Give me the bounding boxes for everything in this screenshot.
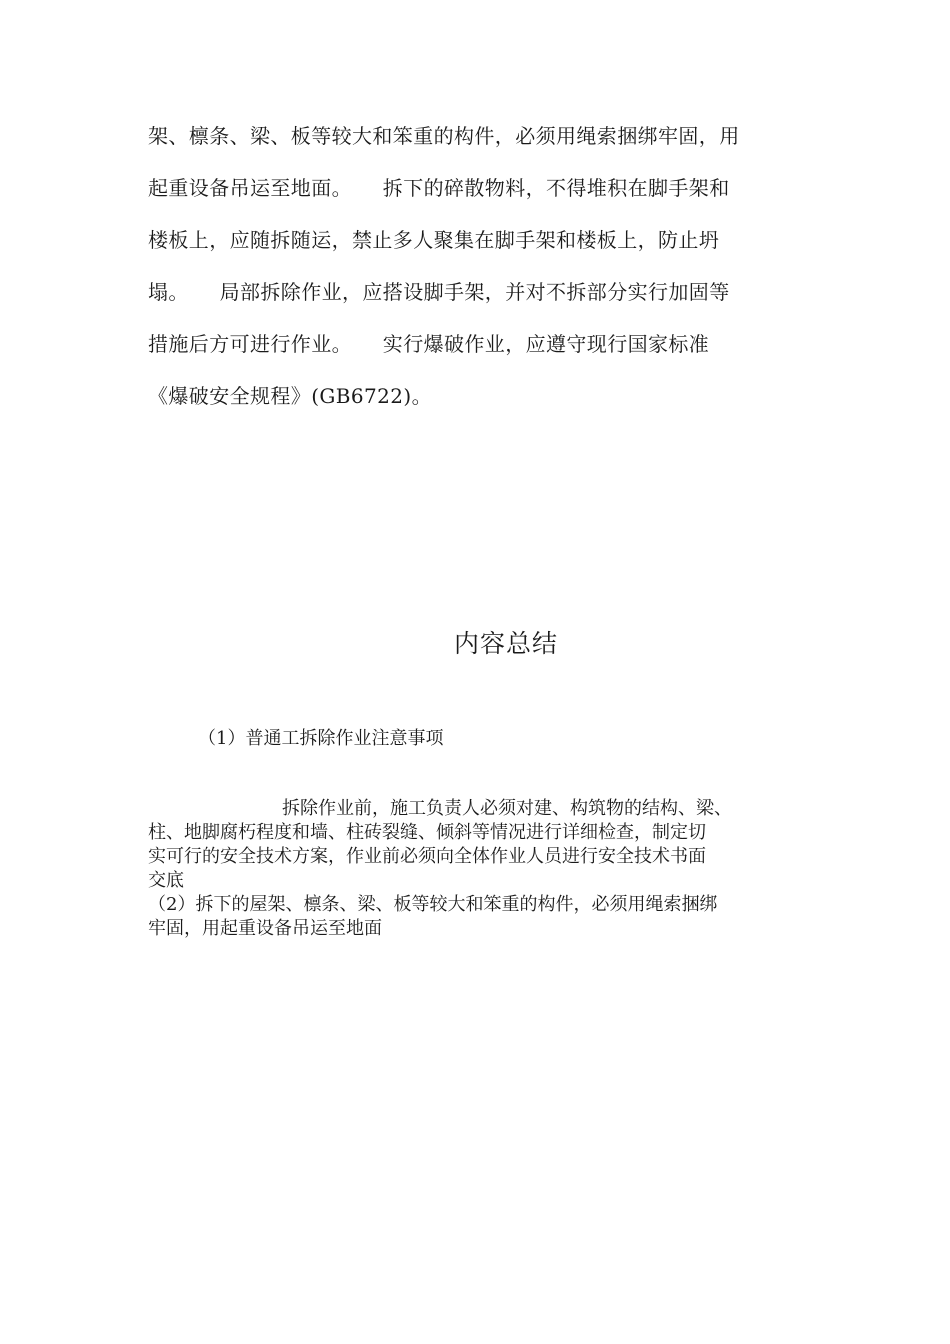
paragraph-line: 起重设备吊运至地面。 拆下的碎散物料，不得堆积在脚手架和 (148, 176, 730, 200)
summary-line: 实可行的安全技术方案，作业前必须向全体作业人员进行安全技术书面 (148, 846, 706, 867)
summary-line: （2）拆下的屋架、檩条、梁、板等较大和笨重的构件，必须用绳索捆绑 (148, 894, 718, 915)
paragraph-line: 楼板上，应随拆随运，禁止多人聚集在脚手架和楼板上，防止坍 (148, 228, 720, 252)
paragraph-line: 塌。 局部拆除作业，应搭设脚手架，并对不拆部分实行加固等 (148, 280, 730, 304)
summary-title: 内容总结 (453, 629, 558, 658)
paragraph-line: 《爆破安全规程》(GB6722)。 (148, 384, 432, 408)
summary-line: 交底 (148, 870, 184, 891)
summary-body (148, 797, 808, 941)
summary-line-text: 拆除作业前，施工负责人必须对建、构筑物的结构、梁、 (282, 798, 732, 819)
summary-line (148, 797, 808, 821)
summary-subheading: （1）普通工拆除作业注意事项 (198, 728, 444, 749)
summary-line: 牢固，用起重设备吊运至地面 (148, 918, 382, 939)
paragraph-line: 措施后方可进行作业。 实行爆破作业，应遵守现行国家标准 (148, 332, 710, 356)
paragraph-line: 架、檩条、梁、板等较大和笨重的构件，必须用绳索捆绑牢固，用 (148, 124, 740, 148)
summary-line: 柱、地脚腐朽程度和墙、柱砖裂缝、倾斜等情况进行详细检查，制定切 (148, 822, 706, 843)
